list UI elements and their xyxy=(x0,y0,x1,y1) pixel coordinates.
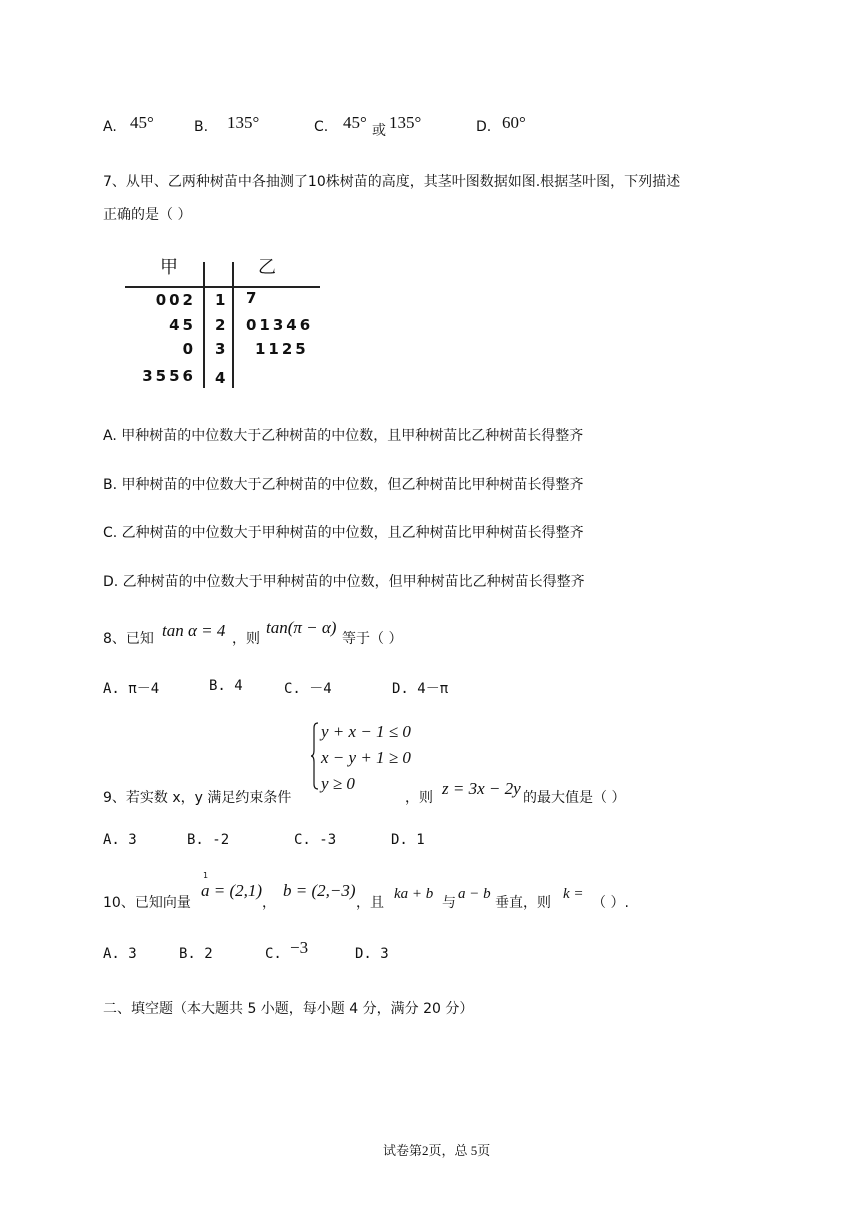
stemleaf-right-leaf: 7 xyxy=(246,289,260,307)
q7-option-c: C. 乙种树苗的中位数大于甲种树苗的中位数，且乙种树苗比甲种树苗长得整齐 xyxy=(103,525,584,541)
stemleaf-stem: 2 xyxy=(215,316,229,334)
q9-option-d: D. 1 xyxy=(391,832,425,848)
q7-option-a: A. 甲种树苗的中位数大于乙种树苗的中位数，且甲种树苗比乙种树苗长得整齐 xyxy=(103,428,584,444)
q9-suffix: 的最大值是（ ） xyxy=(523,790,626,806)
q6-option-b-label: B. xyxy=(194,119,209,135)
q10-k-equals: k = xyxy=(563,886,584,902)
q9-prefix: 9、若实数 x，y 满足约束条件 xyxy=(103,790,292,806)
q8-expression: tan(π − α) xyxy=(266,618,337,637)
q6-option-b-value: 135° xyxy=(227,113,260,132)
q10-and: ，且 xyxy=(356,895,384,911)
page-footer: 试卷第2页，总 5页 xyxy=(383,1143,491,1158)
q6-option-c-or: 或 xyxy=(372,123,386,139)
q10-option-d: D. 3 xyxy=(355,946,389,962)
stemleaf-right-leaf: 01346 xyxy=(246,316,314,334)
q8-prefix: 8、已知 xyxy=(103,631,154,647)
q9-option-a: A. 3 xyxy=(103,832,137,848)
q6-option-c-value2: 135° xyxy=(389,113,422,132)
q6-option-c-label: C. xyxy=(314,119,329,135)
q8-mid: ，则 xyxy=(232,631,260,647)
q8-option-c: C. －4 xyxy=(284,681,332,697)
q7-stem-line2: 正确的是（ ） xyxy=(103,207,192,223)
q9-option-c: C. -3 xyxy=(294,832,337,848)
q7-option-b: B. 甲种树苗的中位数大于乙种树苗的中位数，但乙种树苗比甲种树苗长得整齐 xyxy=(103,477,584,493)
q8-option-d: D. 4－π xyxy=(392,681,449,697)
q10-suffix: （ ）. xyxy=(592,895,629,911)
q10-option-c-value: −3 xyxy=(290,938,309,957)
q9-mid: ，则 xyxy=(405,790,433,806)
section-2-title: 二、填空题（本大题共 5 小题，每小题 4 分，满分 20 分） xyxy=(103,1001,474,1017)
q9-objective: z = 3x − 2y xyxy=(442,779,521,798)
stemleaf-right-header: 乙 xyxy=(258,257,276,278)
q8-condition: tan α = 4 xyxy=(162,621,226,640)
q10-vector-a: a = (2,1) xyxy=(201,881,263,900)
q10-comma: ， xyxy=(262,895,276,911)
q6-option-d-label: D. xyxy=(476,119,492,135)
q10-option-c-label: C. xyxy=(265,946,282,962)
stemleaf-stem: 1 xyxy=(215,291,229,309)
stemleaf-left-leaf: 0 xyxy=(182,340,196,358)
q9-constraint-3: y ≥ 0 xyxy=(321,774,355,793)
q8-suffix: 等于（ ） xyxy=(342,631,403,647)
stemleaf-divider-left xyxy=(203,262,205,388)
q10-perpendicular: 垂直，则 xyxy=(495,895,551,911)
stemleaf-right-leaf: 1125 xyxy=(255,340,309,358)
q7-option-d: D. 乙种树苗的中位数大于甲种树苗的中位数，但甲种树苗比乙种树苗长得整齐 xyxy=(103,574,585,590)
q10-prefix: 10、已知向量 xyxy=(103,895,191,911)
q8-option-a: A. π－4 xyxy=(103,681,160,697)
q8-option-b: B. 4 xyxy=(209,678,243,694)
q10-option-b: B. 2 xyxy=(179,946,213,962)
stemleaf-left-header: 甲 xyxy=(160,257,178,278)
q6-option-a-label: A. xyxy=(103,119,117,135)
q6-option-c-value1: 45° xyxy=(343,113,367,132)
q9-constraint-1: y + x − 1 ≤ 0 xyxy=(321,722,411,741)
stemleaf-stem: 3 xyxy=(215,340,229,358)
stemleaf-left-leaf: 002 xyxy=(155,291,196,309)
q10-with: 与 xyxy=(442,895,456,911)
stemleaf-horizontal-rule xyxy=(125,286,320,288)
stemleaf-stem: 4 xyxy=(215,369,229,387)
stemleaf-left-leaf: 45 xyxy=(169,316,196,334)
stemleaf-divider-right xyxy=(232,262,234,388)
stemleaf-left-leaf: 3556 xyxy=(142,367,196,385)
q9-option-b: B. -2 xyxy=(187,832,230,848)
q6-option-d-value: 60° xyxy=(502,113,526,132)
q10-tiny-mark: 1 xyxy=(203,871,209,880)
q7-stem-line1: 7、从甲、乙两种树苗中各抽测了10株树苗的高度，其茎叶图数据如图.根据茎叶图，下列描述 xyxy=(103,174,681,190)
q6-option-a-value: 45° xyxy=(130,113,154,132)
q10-expression-2: a − b xyxy=(458,886,491,902)
q10-vector-b: b = (2,−3) xyxy=(283,881,356,900)
q10-option-a: A. 3 xyxy=(103,946,137,962)
q9-constraint-2: x − y + 1 ≥ 0 xyxy=(321,748,411,767)
constraint-brace xyxy=(311,722,319,790)
q10-expression-1: ka + b xyxy=(394,886,434,902)
